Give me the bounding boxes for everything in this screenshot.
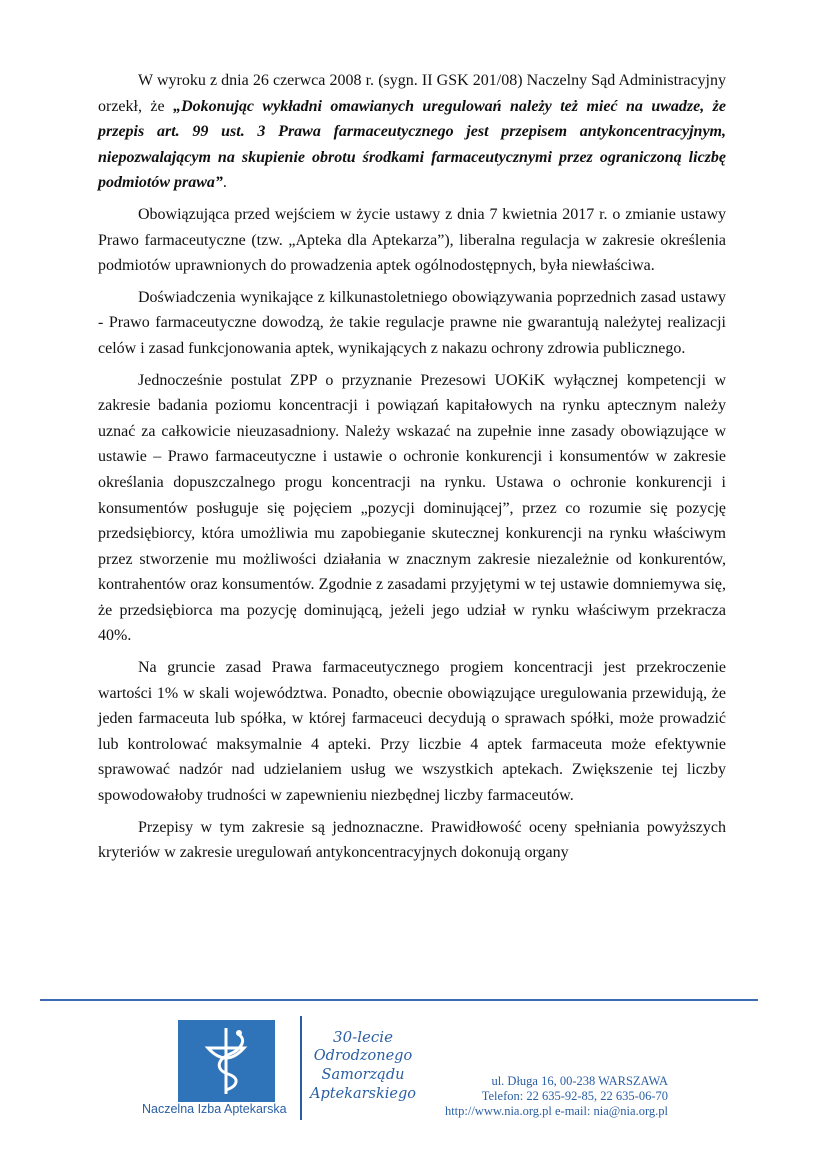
bowl-of-hygieia-icon (178, 1020, 275, 1102)
jubilee-line-1: 30-lecie (333, 1028, 393, 1046)
paragraph-2: Obowiązująca przed wejściem w życie ustawy z dnia 7 kwietnia 2017 r. o zmianie ustawy Prawo farmaceutyczne (tzw. „Apteka dla Aptekarza”), liberalna regulacja w zakresie określenia podmiotów uprawnionych do prowadzenia aptek ogólnodostępnych, była niewłaściwa. (98, 205, 726, 275)
jubilee-line-2: Odrodzonego (313, 1048, 413, 1064)
web-and-email: http://www.nia.org.pl e-mail: nia@nia.org.pl (444, 1104, 668, 1118)
paragraph-1-intro: W wyroku z dnia 26 czerwca 2008 r. (sygn. II GSK 201/08) Naczelny Sąd Administracyjny orzekł, że (98, 72, 726, 115)
footer-divider (40, 999, 758, 1001)
paragraph-1 (98, 68, 726, 196)
jubilee-line-4: Aptekarskiego (310, 1086, 416, 1102)
logo-graphic (178, 1020, 275, 1102)
footer-vertical-divider (300, 1016, 302, 1120)
footer-address-block (418, 1074, 668, 1119)
paragraph-3: Doświadczenia wynikające z kilkunastoletniego obowiązywania poprzednich zasad ustawy - Prawo farmaceutyczne dowodzą, że takie regulacje prawne nie gwarantują należytej realizacji celów i zasad funkcjonowania aptek, wynikających z nakazu ochrony zdrowia publicznego. (98, 288, 726, 357)
document-body (98, 68, 726, 872)
court-quote: „Dokonując wykładni omawianych uregulowań należy też mieć na uwadze, że przepis art. 99 ust. 3 Prawa farmaceutycznego jest przepisem antykoncentracyjnym, niepozwalającym na skupienie obrotu środkami farmaceutycznymi przez ograniczoną liczbę podmiotów prawa” (98, 97, 726, 192)
paragraph-6: Przepisy w tym zakresie są jednoznaczne. Prawidłowość oceny spełniania powyższych kryteriów w zakresie uregulowań antykoncentracyjnych dokonują organy (98, 818, 726, 862)
jubilee-line-3: Samorządu (321, 1067, 405, 1083)
paragraph-5: Na gruncie zasad Prawa farmaceutycznego progiem koncentracji jest przekroczenie wartości 1% w skali województwa. Ponadto, obecnie obowiązujące uregulowania przewidują, że jeden farmaceuta lub spółka, w której farmaceuci decydują o sprawach spółki, może prowadzić lub kontrolować maksymalnie 4 apteki. Przy liczbie 4 aptek farmaceuta może efektywnie sprawować nadzór nad udzielaniem usług we wszystkich aptekach. Zwiększenie tej liczby spowodowałoby trudności w zapewnieniu niezbędnej liczby farmaceutów. (98, 659, 726, 805)
org-name: Naczelna Izba Aptekarska (142, 1102, 287, 1116)
jubilee-emblem (308, 1028, 418, 1104)
phone-numbers: Telefon: 22 635-92-85, 22 635-06-70 (481, 1089, 668, 1103)
postal-address: ul. Długa 16, 00-238 WARSZAWA (491, 1074, 668, 1088)
paragraph-4: Jednocześnie postulat ZPP o przyznanie Prezesowi UOKiK wyłącznej kompetencji w zakresie badania poziomu koncentracji i powiązań kapitałowych na rynku aptecznym należy uznać za całkowicie nieuzasadniony. Należy wskazać na zupełnie inne zasady obowiązujące w ustawie – Prawo farmaceutyczne i ustawie o ochronie konkurencji i konsumentów w zakresie określania dopuszczalnego progu koncentracji na rynku. Ustawa o ochronie konkurencji i konsumentów posługuje się pojęciem „pozycji dominującej”, przez co rozumie się pozycję przedsiębiorcy, która umożliwia mu zapobieganie skutecznej konkurencji na rynku właściwym przez stworzenie mu możliwości działania w znacznym zakresie niezależnie od konkurentów, kontrahentów oraz konsumentów. Zgodnie z zasadami przyjętymi w tej ustawie domniemywa się, że przedsiębiorca ma pozycję dominującą, jeżeli jego udział w rynku właściwym przekracza 40%. (98, 371, 726, 645)
paragraph-1-end: . (222, 174, 227, 192)
